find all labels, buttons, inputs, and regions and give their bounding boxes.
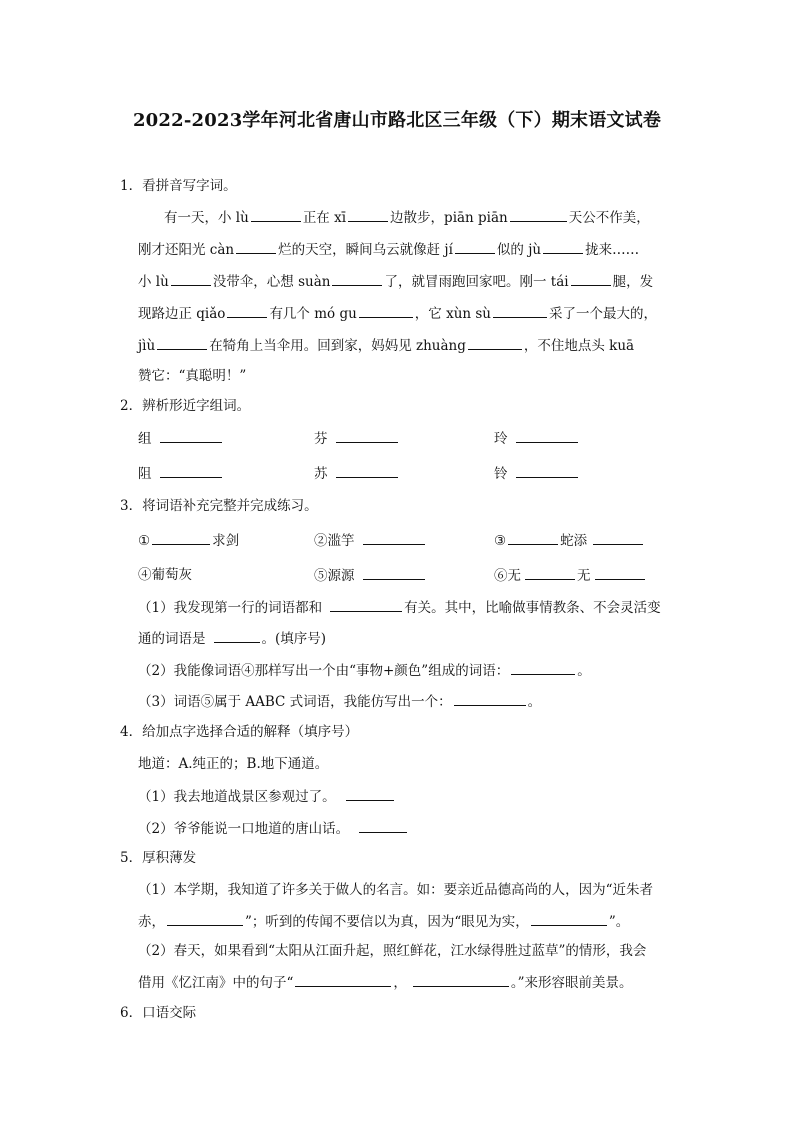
q1-line-1 (164, 208, 650, 227)
q5-heading: 5．厚积薄发 (120, 850, 197, 866)
answer-blank[interactable] (332, 272, 382, 286)
answer-blank[interactable] (336, 464, 398, 478)
answer-blank[interactable] (152, 531, 210, 545)
q1-text: 采了一个最大的， (549, 306, 658, 322)
q1-text: 在犄角上当伞用。回到家，妈妈见 zhuàng (209, 338, 466, 354)
answer-blank[interactable] (543, 240, 583, 254)
q1-text: 天公不作美， (568, 210, 650, 226)
answer-blank[interactable] (160, 429, 222, 443)
q2-item (494, 464, 580, 483)
q3-item-6 (494, 566, 647, 585)
answer-blank[interactable] (593, 531, 643, 545)
q2-item (314, 429, 400, 448)
q1-line-2 (138, 240, 639, 259)
q3-text: 无 (577, 568, 591, 584)
q1-text: 了，就冒雨跑回家吧。刚一 tái (384, 274, 569, 290)
q5-text: ”；听到的传闻不要信以为真，因为“眼见为实， (245, 914, 529, 930)
q1-text: 有一天，小 lù (164, 210, 249, 226)
q5-sub-1a: （1）本学期，我知道了许多关于做人的名言。如：要亲近品德高尚的人，因为“近朱者 (138, 882, 653, 898)
q1-text: 似的 jù (496, 242, 542, 258)
q1-line-4 (138, 304, 657, 323)
q4-text: 战景区参观过了。 (227, 789, 336, 805)
q3-sub-1a (138, 598, 661, 617)
answer-blank[interactable] (359, 819, 407, 833)
answer-blank[interactable] (160, 464, 222, 478)
q6-heading: 6．口语交际 (120, 1005, 197, 1021)
answer-blank[interactable] (468, 336, 522, 350)
dotted-word: 地道 (200, 789, 228, 805)
q3-item-4 (138, 566, 192, 584)
q1-text: 腿，发 (612, 274, 654, 290)
char-label: 玲 (494, 431, 508, 447)
q3-sub-1b (138, 629, 326, 648)
answer-blank[interactable] (413, 973, 509, 987)
q3-text: ⑤源源 (314, 568, 355, 584)
answer-blank[interactable] (157, 336, 207, 350)
char-label: 组 (138, 431, 152, 447)
q3-text: 蛇添 (560, 533, 588, 549)
answer-blank[interactable] (516, 464, 578, 478)
answer-blank[interactable] (531, 912, 607, 926)
q1-heading: 1．看拼音写字词。 (120, 178, 237, 194)
q2-heading: 2．辨析形近字组词。 (120, 398, 251, 414)
q3-item-3 (494, 531, 645, 550)
char-label: 铃 (494, 466, 508, 482)
answer-blank[interactable] (251, 208, 301, 222)
q4-sub-2 (138, 819, 409, 838)
page-title: 2022-2023学年河北省唐山市路北区三年级（下）期末语文试卷 (132, 110, 662, 131)
answer-blank[interactable] (455, 240, 495, 254)
q3-text: （1）我发现第一行的词语都和 (138, 600, 323, 616)
answer-blank[interactable] (236, 240, 276, 254)
q1-text: ，不住地点头 kuā (523, 338, 635, 354)
dotted-word: 地道 (254, 821, 282, 837)
answer-blank[interactable] (493, 304, 547, 318)
q4-word: 地道 (138, 756, 165, 772)
answer-blank[interactable] (525, 566, 575, 580)
q4-text: （2）爷爷能说一口 (138, 821, 255, 837)
q5-text: ， (393, 975, 407, 991)
q2-item (494, 429, 580, 448)
q5-text: 赤， (138, 914, 165, 930)
answer-blank[interactable] (595, 566, 645, 580)
q3-text: 通的词语是 (138, 631, 206, 647)
q4-text: （1）我去 (138, 789, 201, 805)
answer-blank[interactable] (330, 598, 402, 612)
q3-heading: 3．将词语补充完整并完成练习。 (120, 498, 318, 514)
q1-text: 正在 xī (302, 210, 347, 226)
q3-text: ②滥竽 (314, 533, 355, 549)
q4-definition (138, 755, 328, 773)
q1-text: ，它 xùn sù (414, 306, 492, 322)
q4-sub-1 (138, 787, 396, 806)
q1-text: 有几个 mó gu (269, 306, 357, 322)
q2-item (138, 429, 224, 448)
q1-text: 现路边正 qiǎo (138, 306, 226, 322)
answer-blank[interactable] (516, 429, 578, 443)
q5-text: 。”来形容眼前美景。 (510, 975, 633, 991)
answer-blank[interactable] (359, 304, 413, 318)
q1-text: 烂的天空，瞬间乌云就像赶 jí (278, 242, 453, 258)
q3-text: 有关。其中，比喻做事情教条、不会灵活变 (404, 600, 661, 616)
answer-blank[interactable] (571, 272, 611, 286)
q4-text: 的唐山话。 (281, 821, 350, 837)
q3-sub-3 (138, 692, 541, 711)
q3-text: ① (138, 533, 151, 549)
answer-blank[interactable] (227, 304, 267, 318)
q3-sub-2 (138, 661, 591, 680)
q1-line-3 (138, 272, 653, 291)
answer-blank[interactable] (348, 208, 388, 222)
q1-text: jìù (138, 338, 156, 354)
q5-text: ”。 (608, 914, 630, 930)
answer-blank[interactable] (346, 787, 394, 801)
q3-text: ⑥无 (494, 568, 521, 584)
q1-text: 小 lù (138, 274, 169, 290)
q3-text: ③ (494, 533, 507, 549)
answer-blank[interactable] (511, 661, 575, 675)
q1-line-6: 赞它：“真聪明！” (138, 368, 247, 384)
q1-text: 刚才还阳光 càn (138, 242, 235, 258)
q3-text: 。 (527, 694, 542, 710)
answer-blank[interactable] (363, 566, 425, 580)
q5-sub-1b (138, 912, 629, 931)
char-label: 芬 (314, 431, 328, 447)
q3-text: 求剑 (212, 533, 240, 549)
q4-heading: 4．给加点字选择合适的解释（填序号） (120, 724, 359, 740)
q3-text: （2）我能像词语④那样写出一个由“事物+颜色”组成的词语： (138, 663, 510, 679)
q1-text: 拢来…… (585, 242, 640, 258)
q3-text: 。 (577, 663, 591, 679)
q3-item-2 (314, 531, 427, 550)
answer-blank[interactable] (214, 629, 260, 643)
q5-sub-2a: （2）春天，如果看到“太阳从江面升起，照红鲜花，江水绿得胜过蓝草”的情形，我会 (138, 943, 647, 959)
answer-blank[interactable] (510, 208, 567, 222)
q1-text: 没带伞，心想 suàn (212, 274, 331, 290)
answer-blank[interactable] (454, 692, 526, 706)
q3-text: （3）词语⑤属于 AABC 式词语，我能仿写出一个： (138, 694, 452, 710)
q5-text: 借用《忆江南》中的句子“ (138, 975, 294, 991)
q1-text: 边散步，piān piān (390, 210, 508, 226)
q3-text: 。(填序号) (261, 631, 327, 647)
q3-item-5 (314, 566, 427, 585)
q2-item (138, 464, 224, 483)
answer-blank[interactable] (508, 531, 558, 545)
answer-blank[interactable] (167, 912, 243, 926)
answer-blank[interactable] (363, 531, 425, 545)
answer-blank[interactable] (336, 429, 398, 443)
char-label: 阻 (138, 466, 152, 482)
q3-item-1 (138, 531, 239, 550)
q3-text: ④葡萄灰 (138, 567, 192, 583)
q2-item (314, 464, 400, 483)
char-label: 苏 (314, 466, 328, 482)
q1-line-5 (138, 336, 634, 355)
answer-blank[interactable] (295, 973, 391, 987)
q4-text: ：A.纯正的；B.地下通道。 (165, 756, 329, 772)
answer-blank[interactable] (171, 272, 211, 286)
q5-sub-2b (138, 973, 633, 992)
